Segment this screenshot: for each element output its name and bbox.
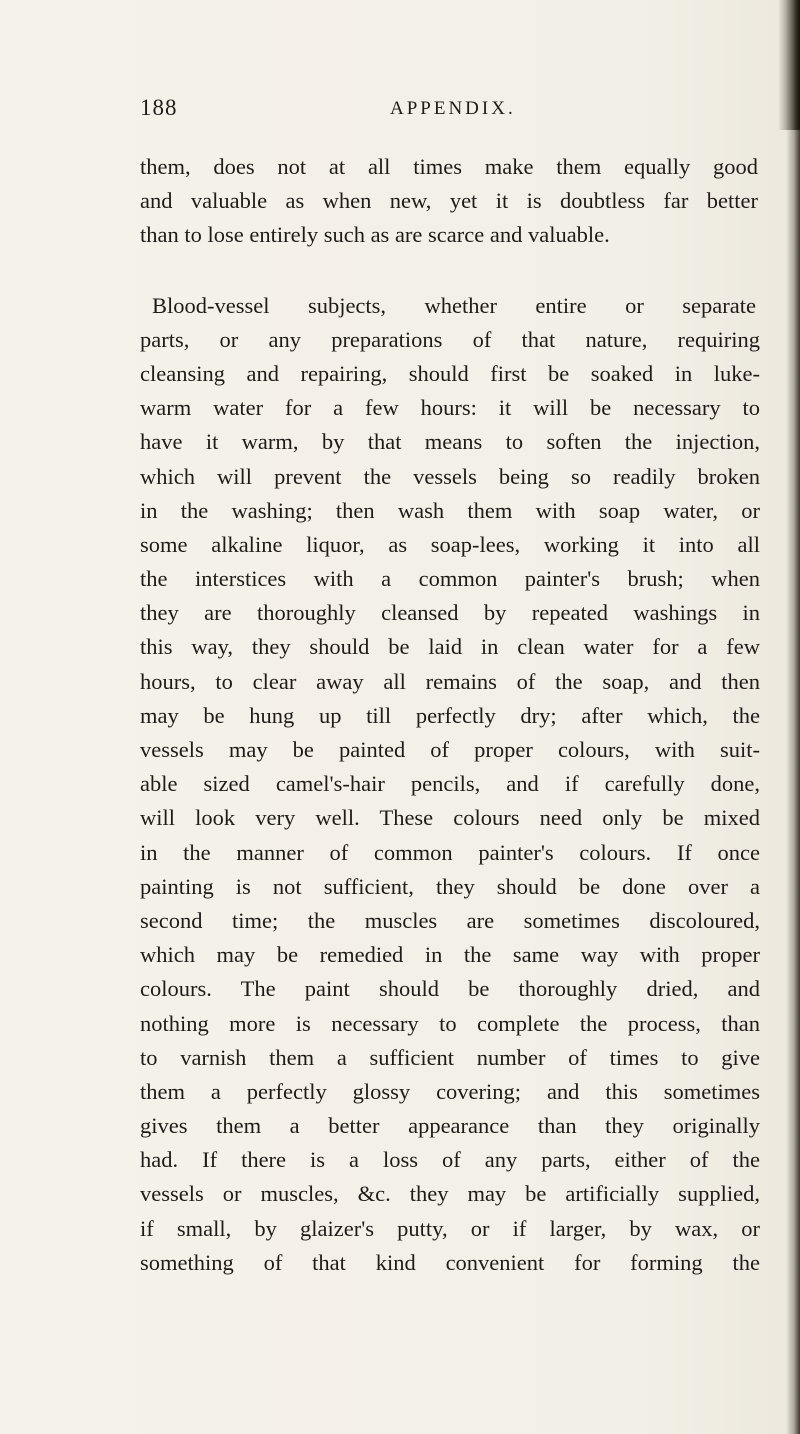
page-edge-shadow-top: [778, 0, 800, 130]
text-line: painting is not sufficient, they should be done over a: [140, 873, 760, 899]
text-line: hours, to clear away all remains of the soap, and then: [140, 668, 760, 694]
text-line: the interstices with a common painter's brush; when: [140, 566, 760, 592]
page-header: [140, 95, 680, 131]
text-line: which will prevent the vessels being so readily broken: [140, 463, 760, 489]
paragraph: [140, 289, 780, 1280]
page-edge-shadow: [786, 0, 800, 1434]
text-line: in the washing; then wash them with soap water, or: [140, 497, 760, 523]
text-line: have it warm, by that means to soften the injection,: [140, 429, 760, 455]
paragraph-gap: [140, 253, 780, 289]
text-line: this way, they should be laid in clean water for a few: [140, 634, 760, 660]
text-line: had. If there is a loss of any parts, either of the: [140, 1147, 760, 1173]
text-line: than to lose entirely such as are scarce and valuable.: [140, 222, 610, 248]
page-number: 188: [140, 95, 178, 120]
text-line: and valuable as when new, yet it is doubtless far better: [140, 188, 758, 214]
text-line: vessels or muscles, &c. they may be artificially supplied,: [140, 1181, 760, 1207]
text-line: second time; the muscles are sometimes discoloured,: [140, 907, 760, 933]
text-line: colours. The paint should be thoroughly dried, and: [140, 976, 760, 1002]
text-line: parts, or any preparations of that nature, requiring: [140, 326, 760, 352]
text-line: Blood-vessel subjects, whether entire or separate: [152, 292, 756, 318]
text-line: something of that kind convenient for forming the: [140, 1249, 760, 1275]
text-line: may be hung up till perfectly dry; after which, the: [140, 702, 760, 728]
body-text: [140, 150, 780, 1280]
text-line: them, does not at all times make them equally good: [140, 154, 758, 179]
running-head: APPENDIX.: [390, 98, 516, 119]
text-line: cleansing and repairing, should first be soaked in luke-: [140, 360, 760, 386]
paragraph: [140, 150, 780, 253]
text-line: able sized camel's-hair pencils, and if carefully done,: [140, 771, 760, 797]
text-line: gives them a better appearance than they originally: [140, 1113, 760, 1139]
text-line: if small, by glaizer's putty, or if larger, by wax, or: [140, 1215, 760, 1241]
text-line: vessels may be painted of proper colours, with suit-: [140, 737, 760, 762]
text-line: in the manner of common painter's colours. If once: [140, 839, 760, 865]
text-line: they are thoroughly cleansed by repeated washings in: [140, 600, 760, 626]
text-line: to varnish them a sufficient number of times to give: [140, 1044, 760, 1070]
text-line: will look very well. These colours need only be mixed: [140, 805, 760, 831]
text-line: some alkaline liquor, as soap-lees, working it into all: [140, 531, 760, 557]
text-line: them a perfectly glossy covering; and this sometimes: [140, 1078, 760, 1104]
text-line: warm water for a few hours: it will be necessary to: [140, 395, 760, 421]
text-line: which may be remedied in the same way with proper: [140, 942, 760, 968]
text-line: nothing more is necessary to complete the process, than: [140, 1010, 760, 1036]
